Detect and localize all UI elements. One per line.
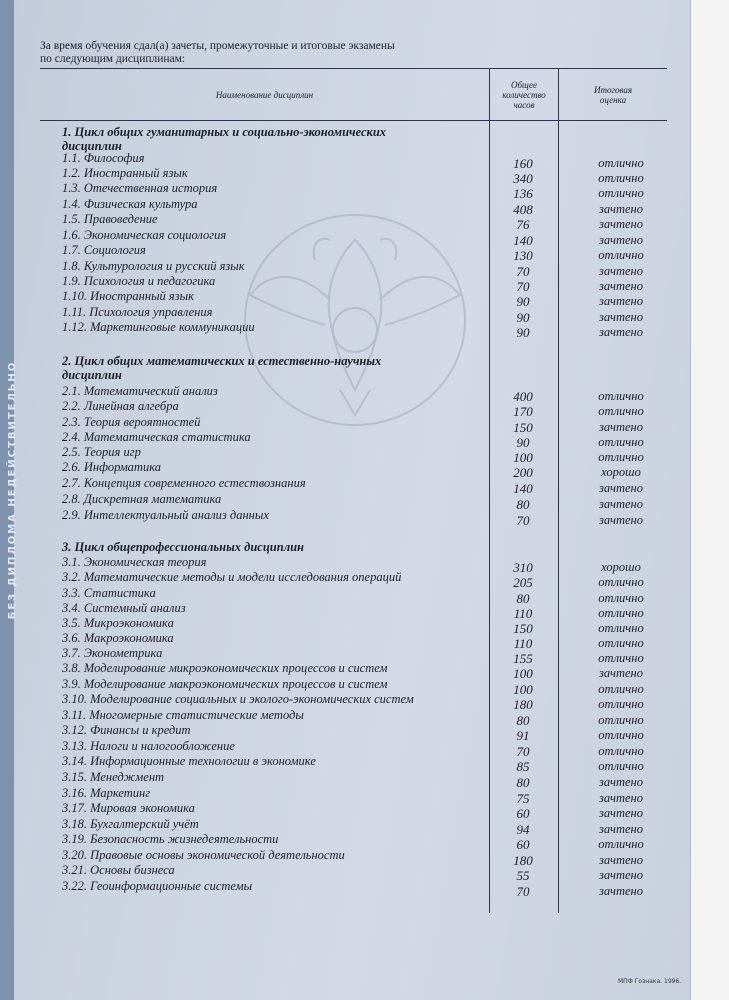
- subject-grade: отлично: [598, 837, 644, 851]
- subject-name: 3.1. Экономическая теория: [62, 555, 207, 569]
- subject-grade: зачтено: [599, 775, 643, 789]
- subject-row: [0, 320, 690, 340]
- subject-name: 3.6. Макроэкономика: [62, 631, 174, 645]
- subject-name: 3.11. Многомерные статистические методы: [62, 708, 304, 722]
- subject-hours: 60: [516, 806, 530, 821]
- subject-name: 1.7. Социология: [62, 243, 146, 257]
- subject-name: 1.3. Отечественная история: [62, 181, 218, 195]
- subject-hours: 136: [513, 186, 533, 201]
- subject-name: 1.11. Психология управления: [62, 305, 213, 319]
- subject-name: 2.9. Интеллектуальный анализ данных: [62, 508, 269, 522]
- subject-hours: 70: [516, 884, 530, 899]
- subject-row: [0, 631, 690, 651]
- subject-hours: 340: [513, 171, 533, 186]
- subject-hours: 100: [513, 450, 533, 465]
- subject-row: [0, 415, 690, 435]
- intro-text: [40, 40, 500, 66]
- subject-hours: 100: [513, 682, 533, 697]
- subject-name: 3.18. Бухгалтерский учёт: [62, 817, 199, 831]
- subject-hours: 180: [513, 697, 533, 712]
- subject-grade: отлично: [598, 450, 644, 464]
- subject-hours: 90: [516, 310, 530, 325]
- subject-name: 1.2. Иностранный язык: [62, 166, 188, 180]
- subject-hours: 70: [516, 279, 530, 294]
- subject-row: [0, 586, 690, 606]
- subject-hours: 90: [516, 294, 530, 309]
- subject-hours: 180: [513, 853, 533, 868]
- subject-name: 2.5. Теория игр: [62, 445, 141, 459]
- subject-row: [0, 430, 690, 450]
- subject-row: [0, 166, 690, 186]
- subject-name: 3.16. Маркетинг: [62, 786, 151, 800]
- subject-grade: хорошо: [601, 560, 641, 574]
- subject-name: 3.10. Моделирование социальных и эколого-экономических систем: [62, 692, 414, 706]
- subject-hours: 100: [513, 666, 533, 681]
- subject-grade: отлично: [598, 248, 644, 262]
- subject-hours: 150: [513, 420, 533, 435]
- subject-row: [0, 832, 690, 852]
- subject-grade: зачтено: [599, 806, 643, 820]
- subject-row: [0, 616, 690, 636]
- subject-hours: 110: [513, 606, 533, 621]
- subject-name: 1.1. Философия: [62, 151, 145, 165]
- subject-hours: 310: [513, 560, 533, 575]
- subject-grade: отлично: [598, 171, 644, 185]
- side-strip-text: БЕЗ ДИПЛОМА НЕДЕЙСТВИТЕЛЬНО: [7, 360, 18, 620]
- subject-name: 3.2. Математические методы и модели исследования операций: [62, 570, 402, 584]
- subject-name: 2.6. Информатика: [62, 460, 161, 474]
- subject-name: 3.13. Налоги и налогообложение: [62, 739, 235, 753]
- subject-name: 3.14. Информационные технологии в экономике: [62, 754, 316, 768]
- subject-grade: отлично: [598, 682, 644, 696]
- subject-grade: зачтено: [599, 294, 643, 308]
- subject-hours: 70: [516, 513, 530, 528]
- subject-grade: отлично: [598, 156, 644, 170]
- subject-row: [0, 879, 690, 899]
- subject-row: [0, 601, 690, 621]
- subject-row: [0, 863, 690, 883]
- subject-row: [0, 212, 690, 232]
- subject-name: 2.4. Математическая статистика: [62, 430, 251, 444]
- subject-hours: 110: [513, 636, 533, 651]
- subject-name: 3.22. Геоинформационные системы: [62, 879, 253, 893]
- subject-grade: зачтено: [599, 853, 643, 867]
- subject-row: [0, 197, 690, 217]
- subject-name: 3.9. Моделирование макроэкономических процессов и систем: [62, 677, 388, 691]
- subject-hours: 91: [516, 728, 530, 743]
- subject-hours: 130: [513, 248, 533, 263]
- subject-name: 3.5. Микроэкономика: [62, 616, 174, 630]
- subject-hours: 76: [516, 217, 530, 232]
- subject-name: 1.5. Правоведение: [62, 212, 158, 226]
- subject-row: [0, 692, 690, 712]
- subject-row: [0, 384, 690, 404]
- subject-name: 1.9. Психология и педагогика: [62, 274, 216, 288]
- subject-name: 3.4. Системный анализ: [62, 601, 186, 615]
- subject-row: [0, 243, 690, 263]
- subject-grade: зачтено: [599, 279, 643, 293]
- subject-row: [0, 723, 690, 743]
- subject-name: 1.12. Маркетинговые коммуникации: [62, 320, 255, 334]
- subject-grade: отлично: [598, 404, 644, 418]
- subject-row: [0, 476, 690, 496]
- subject-grade: отлично: [598, 728, 644, 742]
- subject-name: 3.19. Безопасность жизнедеятельности: [62, 832, 279, 846]
- subject-name: 3.3. Статистика: [62, 586, 156, 600]
- subject-row: [0, 661, 690, 681]
- subject-row: [0, 274, 690, 294]
- subject-name: 1.10. Иностранный язык: [62, 289, 194, 303]
- subject-row: [0, 570, 690, 590]
- subject-grade: зачтено: [599, 217, 643, 231]
- subject-row: [0, 181, 690, 201]
- subject-row: [0, 460, 690, 480]
- subject-hours: 70: [516, 744, 530, 759]
- subject-name: 3.15. Менеджмент: [62, 770, 165, 784]
- subject-grade: отлично: [598, 651, 644, 665]
- subject-row: [0, 739, 690, 759]
- subject-grade: зачтено: [599, 791, 643, 805]
- subject-grade: зачтено: [599, 822, 643, 836]
- subject-row: [0, 708, 690, 728]
- subject-row: [0, 555, 690, 575]
- subject-hours: 408: [513, 202, 533, 217]
- subject-hours: 94: [516, 822, 530, 837]
- subject-hours: 80: [516, 591, 530, 606]
- subject-row: [0, 492, 690, 512]
- subject-row: [0, 770, 690, 790]
- subject-grade: зачтено: [599, 310, 643, 324]
- subject-hours: 155: [513, 651, 533, 666]
- subject-row: [0, 399, 690, 419]
- cycle-2-title: 2. Цикл общих математических и естественно-научных дисциплин: [62, 354, 382, 382]
- subject-name: 1.4. Физическая культура: [62, 197, 198, 211]
- subject-row: [0, 754, 690, 774]
- subject-hours: 150: [513, 621, 533, 636]
- subject-grade: зачтено: [599, 481, 643, 495]
- subject-row: [0, 817, 690, 837]
- subject-grade: отлично: [598, 591, 644, 605]
- subject-grade: отлично: [598, 713, 644, 727]
- subject-hours: 160: [513, 156, 533, 171]
- subject-grade: зачтено: [599, 264, 643, 278]
- subject-name: 3.7. Эконометрика: [62, 646, 163, 660]
- subject-hours: 55: [516, 868, 530, 883]
- subject-row: [0, 508, 690, 528]
- intro-line-1: За время обучения сдал(а) зачеты, промежуточные и итоговые экзамены: [40, 40, 395, 52]
- subject-row: [0, 786, 690, 806]
- subject-grade: отлично: [598, 697, 644, 711]
- subject-grade: зачтено: [599, 233, 643, 247]
- subject-grade: отлично: [598, 759, 644, 773]
- subject-grade: отлично: [598, 186, 644, 200]
- subject-grade: зачтено: [599, 666, 643, 680]
- subject-grade: отлично: [598, 744, 644, 758]
- subject-grade: отлично: [598, 636, 644, 650]
- subject-name: 3.17. Мировая экономика: [62, 801, 195, 815]
- subject-hours: 60: [516, 837, 530, 852]
- subject-name: 3.12. Финансы и кредит: [62, 723, 191, 737]
- subject-name: 2.3. Теория вероятностей: [62, 415, 201, 429]
- subject-hours: 205: [513, 575, 533, 590]
- subject-grade: зачтено: [599, 202, 643, 216]
- subject-hours: 70: [516, 264, 530, 279]
- cycle-1-title: 1. Цикл общих гуманитарных и социально-экономических дисциплин: [62, 125, 387, 153]
- subject-name: 2.8. Дискретная математика: [62, 492, 222, 506]
- subject-hours: 80: [516, 497, 530, 512]
- subject-name: 3.8. Моделирование микроэкономических процессов и систем: [62, 661, 388, 675]
- subject-hours: 90: [516, 325, 530, 340]
- subject-name: 2.2. Линейная алгебра: [62, 399, 179, 413]
- subject-hours: 200: [513, 465, 533, 480]
- header-total-hours: Общее количество часов: [502, 80, 546, 110]
- subject-name: 3.21. Основы бизнеса: [62, 863, 175, 877]
- cycle-3-title: 3. Цикл общепрофессиональных дисциплин: [62, 540, 304, 554]
- subject-hours: 90: [516, 435, 530, 450]
- printer-imprint: МПФ Гознака. 1996.: [618, 978, 682, 985]
- subject-row: [0, 289, 690, 309]
- subject-hours: 75: [516, 791, 530, 806]
- table-header-border: [40, 120, 667, 121]
- subject-row: [0, 305, 690, 325]
- subject-grade: зачтено: [599, 420, 643, 434]
- subject-hours: 170: [513, 404, 533, 419]
- subject-row: [0, 801, 690, 821]
- subject-row: [0, 677, 690, 697]
- subject-name: 3.20. Правовые основы экономической деятельности: [62, 848, 345, 862]
- subject-grade: зачтено: [599, 513, 643, 527]
- subject-grade: зачтено: [599, 868, 643, 882]
- subject-name: 2.1. Математический анализ: [62, 384, 218, 398]
- subject-hours: 400: [513, 389, 533, 404]
- subject-grade: отлично: [598, 435, 644, 449]
- subject-hours: 80: [516, 775, 530, 790]
- subject-grade: отлично: [598, 575, 644, 589]
- table-top-border: [40, 68, 667, 69]
- subject-row: [0, 228, 690, 248]
- subject-hours: 85: [516, 759, 530, 774]
- subject-row: [0, 445, 690, 465]
- subject-grade: зачтено: [599, 497, 643, 511]
- subject-name: 1.6. Экономическая социология: [62, 228, 227, 242]
- subject-grade: отлично: [598, 621, 644, 635]
- subject-row: [0, 259, 690, 279]
- header-subject-name: Наименование дисциплин: [215, 90, 314, 100]
- intro-line-2: по следующим дисциплинам:: [40, 53, 186, 65]
- header-final-grade: Итоговая оценка: [593, 85, 633, 105]
- subject-hours: 140: [513, 233, 533, 248]
- subject-grade: отлично: [598, 389, 644, 403]
- subject-grade: зачтено: [599, 884, 643, 898]
- subject-name: 2.7. Концепция современного естествознания: [62, 476, 306, 490]
- subject-grade: хорошо: [601, 465, 641, 479]
- subject-row: [0, 151, 690, 171]
- subject-name: 1.8. Культурология и русский язык: [62, 259, 245, 273]
- subject-row: [0, 646, 690, 666]
- subject-grade: зачтено: [599, 325, 643, 339]
- subject-hours: 80: [516, 713, 530, 728]
- subject-grade: отлично: [598, 606, 644, 620]
- subject-row: [0, 848, 690, 868]
- subject-hours: 140: [513, 481, 533, 496]
